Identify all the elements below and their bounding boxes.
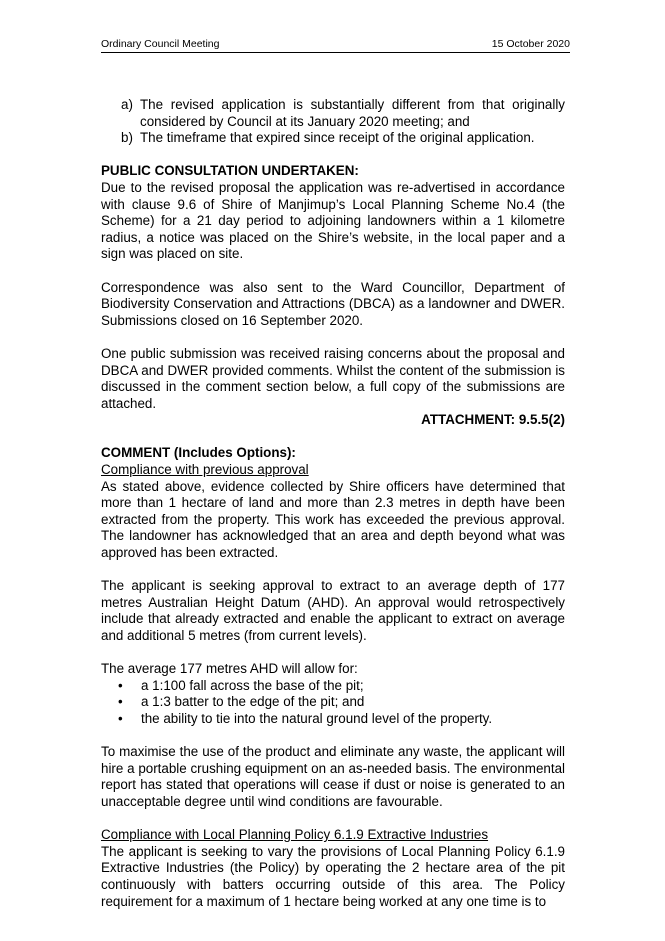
subheading-previous-approval: Compliance with previous approval [101,462,309,478]
list-item [101,97,565,130]
list-marker: a) [121,97,133,112]
comment-heading: COMMENT (Includes Options): [101,445,296,461]
reasons-list [101,97,565,147]
comment-paragraph-4: To maximise the use of the product and eliminate any waste, the applicant will hire a portable crushing equipment on an as-needed basis. The environmental report has stated that operations will cease if dust or noise is generated to an unacceptable degree until wind conditions are favourable. [101,744,565,809]
bullet-text: a 1:100 fall across the base of the pit; [141,677,364,693]
list-item [101,711,565,728]
bullet-text: a 1:3 batter to the edge of the pit; and [141,694,365,710]
list-text: The revised application is substantially different from that originally considered by Council at its January 2020 meeting; and [140,97,565,129]
list-marker: b) [121,130,133,146]
list-text: The timeframe that expired since receipt of the original application. [140,130,535,146]
list-item [101,678,565,695]
bullet-list [101,678,565,728]
list-item [101,694,565,711]
meeting-date: 15 October 2020 [491,38,570,50]
consultation-paragraph-3: One public submission was received raising concerns about the proposal and DBCA and DWER provided comments. Whilst the content of the submission is discussed in the comment section below, a full copy of the submissions are attached. [101,345,565,411]
comment-paragraph-2: The applicant is seeking approval to extract to an average depth of 177 metres Australian Height Datum (AHD). An approval would retrospectively include that already extracted and enable the applicant to extract on average and additional 5 metres (from current levels). [101,578,565,643]
bullet-icon: • [118,694,123,710]
bullet-text: the ability to tie into the natural ground level of the property. [141,710,493,726]
comment-paragraph-3: The average 177 metres AHD will allow for: [101,661,358,677]
comment-paragraph-5: The applicant is seeking to vary the provisions of Local Planning Policy 6.1.9 Extractive Industries (the Policy) by operating the 2 hectare area of the pit continuously with batters occurring outside of this area. The Policy requirement for a maximum of 1 hectare being worked at any one time is to [101,843,565,909]
bullet-icon: • [118,677,123,693]
document-body [101,97,565,910]
consultation-paragraph-1: Due to the revised proposal the application was re-advertised in accordance with clause 9.6 of Shire of Manjimup’s Local Planning Scheme No.4 (the Scheme) for a 21 day period to adjoining landowners within a 1 kilometre radius, a notice was placed on the Shire’s website, in the local paper and a sign was placed on site. [101,179,565,262]
attachment-reference: ATTACHMENT: 9.5.5(2) [421,412,565,428]
bullet-icon: • [118,710,123,726]
consultation-paragraph-2: Correspondence was also sent to the Ward Councillor, Department of Biodiversity Conservation and Attractions (DBCA) as a landowner and DWER. Submissions closed on 16 September 2020. [101,279,565,328]
consultation-heading: PUBLIC CONSULTATION UNDERTAKEN: [101,163,359,179]
list-item [101,130,565,147]
subheading-local-planning-policy: Compliance with Local Planning Policy 6.1.9 Extractive Industries [101,827,489,843]
comment-paragraph-1: As stated above, evidence collected by Shire officers have determined that more than 1 hectare of land and more than 2.3 metres in depth have been extracted from the property. This work has exceeded the previous approval. The landowner has acknowledged that an area and depth beyond what was approved has been extracted. [101,478,565,561]
page-header [101,37,570,53]
meeting-title: Ordinary Council Meeting [101,38,220,50]
